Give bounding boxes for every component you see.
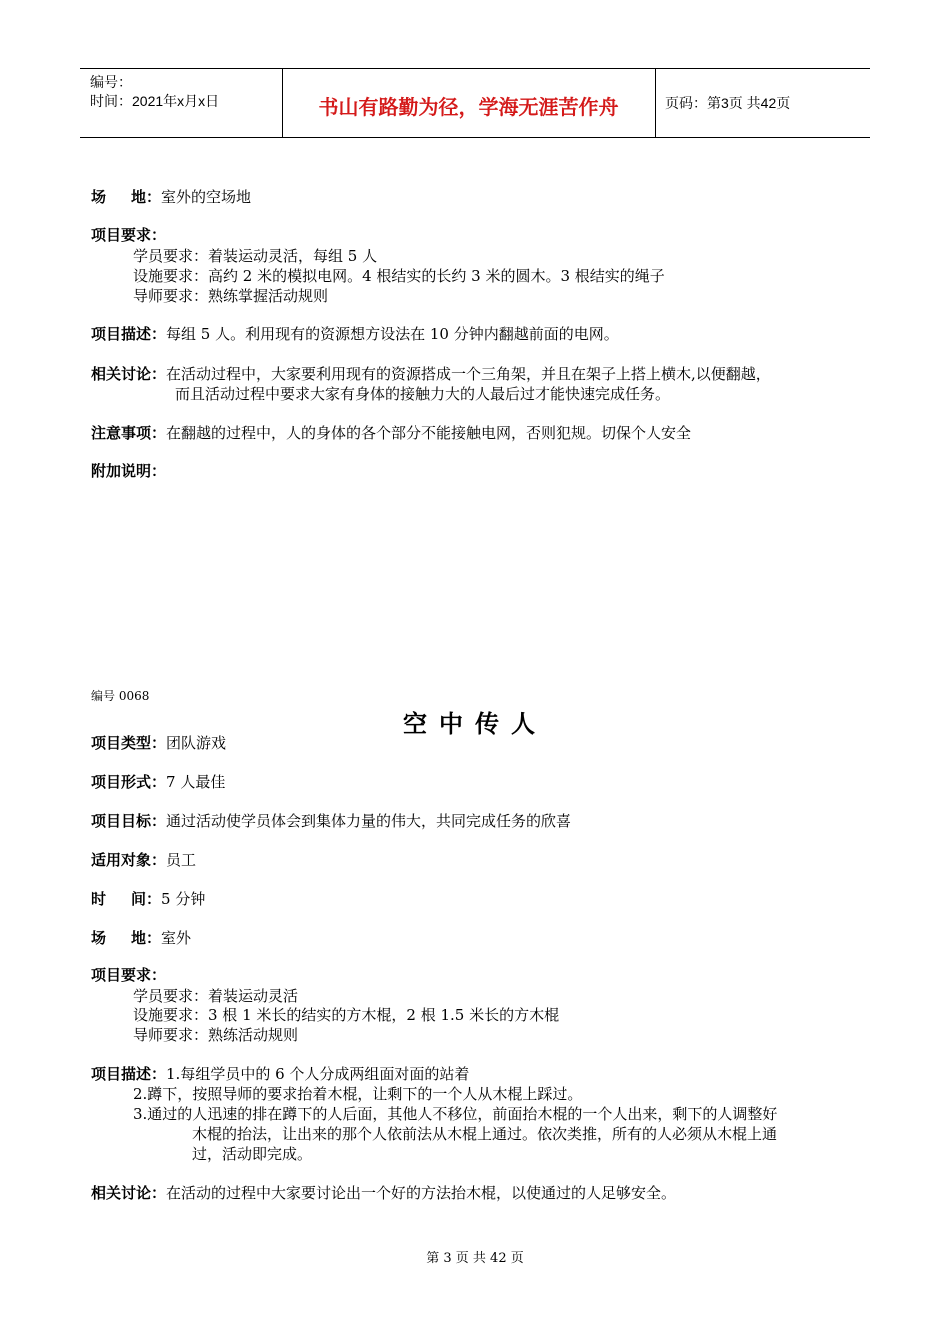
header-divider [655,69,656,137]
item-number: 编号 0068 [91,689,150,703]
description-row-2 [91,1064,469,1085]
target-value: 员工 [166,851,197,869]
additional-notes-label: 附加说明： [91,463,167,480]
requirements-label-2: 项目要求： [91,967,167,984]
game-title: 空中传人 [403,711,547,738]
time-row [91,889,205,910]
requirements-label: 项目要求： [91,227,167,244]
discussion-line-1: 在活动过程中，大家要利用现有的资源搭成一个三角架，并且在架子上搭上横木,以便翻越， [166,365,771,383]
venue-row-2 [91,928,191,949]
type-value: 团队游戏 [166,734,227,752]
discussion-label-2: 相关讨论： [91,1185,167,1202]
description-step-2: 2.蹲下，按照导师的要求抬着木棍，让剩下的一个人从木棍上踩过。 [133,1085,583,1103]
form-value: 7 人最佳 [166,773,226,791]
time-value: 5 分钟 [161,890,206,908]
notes-row [91,423,691,444]
header-left [90,73,219,111]
notes-label: 注意事项： [91,425,167,442]
description-value: 每组 5 人。利用现有的资源想方设法在 10 分钟内翻越前面的电网。 [166,325,619,343]
description-step-3-line-2: 木棍的抬法，让出来的那个人依前法从木棍上通过。依次类推，所有的人必须从木棍上通 [192,1125,778,1143]
discussion-row-2 [91,1183,676,1204]
goal-value: 通过活动使学员体会到集体力量的伟大，共同完成任务的欣喜 [166,812,572,830]
description-step-3-line-3: 过，活动即完成。 [192,1145,313,1163]
form-row [91,772,225,793]
type-row [91,733,226,754]
venue-value-2: 室外 [161,929,192,947]
header-page-info: 页码：第3页 共42页 [665,95,791,111]
discussion-row [91,364,771,385]
goal-label: 项目目标： [91,813,167,830]
discussion-line-2: 而且活动过程中要求大家有身体的接触力大的人最后过才能快速完成任务。 [175,385,671,403]
time-label: 时 间： [91,891,162,908]
student-requirement: 学员要求：着装运动灵活，每组 5 人 [133,247,378,265]
page-footer: 第 3 页 共 42 页 [426,1251,524,1266]
description-label: 项目描述： [91,326,167,343]
teacher-requirement-2: 导师要求：熟练活动规则 [133,1026,299,1044]
discussion-value-2: 在活动的过程中大家要讨论出一个好的方法抬木棍，以使通过的人足够安全。 [166,1184,677,1202]
header-date: 时间：2021年x月x日 [90,93,220,109]
facility-requirement-2: 设施要求：3 根 1 米长的结实的方木棍，2 根 1.5 米长的方木棍 [133,1006,560,1024]
facility-requirement: 设施要求：高约 2 米的模拟电网。4 根结实的长约 3 米的圆木。3 根结实的绳子 [133,267,665,285]
goal-row [91,811,571,832]
student-requirement-2: 学员要求：着装运动灵活 [133,987,299,1005]
teacher-requirement: 导师要求：熟练掌握活动规则 [133,287,329,305]
venue-row [91,187,251,208]
venue-label: 场 地： [91,189,162,206]
type-label: 项目类型： [91,735,167,752]
description-label-2: 项目描述： [91,1066,167,1083]
page-header [80,68,870,138]
venue-value: 室外的空场地 [161,188,252,206]
header-motto: 书山有路勤为径，学海无涯苦作舟 [318,97,619,119]
notes-value: 在翻越的过程中，人的身体的各个部分不能接触电网，否则犯规。切保个人安全 [166,424,692,442]
discussion-label: 相关讨论： [91,366,167,383]
header-number-label: 编号： [90,74,132,90]
description-step-3-line-1: 3.通过的人迅速的排在蹲下的人后面，其他人不移位，前面抬木棍的一个人出来，剩下的人调整好 [133,1105,778,1123]
target-row [91,850,196,871]
description-step-1: 1.每组学员中的 6 个人分成两组面对面的站着 [166,1065,470,1083]
form-label: 项目形式： [91,774,167,791]
description-row [91,324,619,345]
target-label: 适用对象： [91,852,167,869]
venue-label-2: 场 地： [91,930,162,947]
